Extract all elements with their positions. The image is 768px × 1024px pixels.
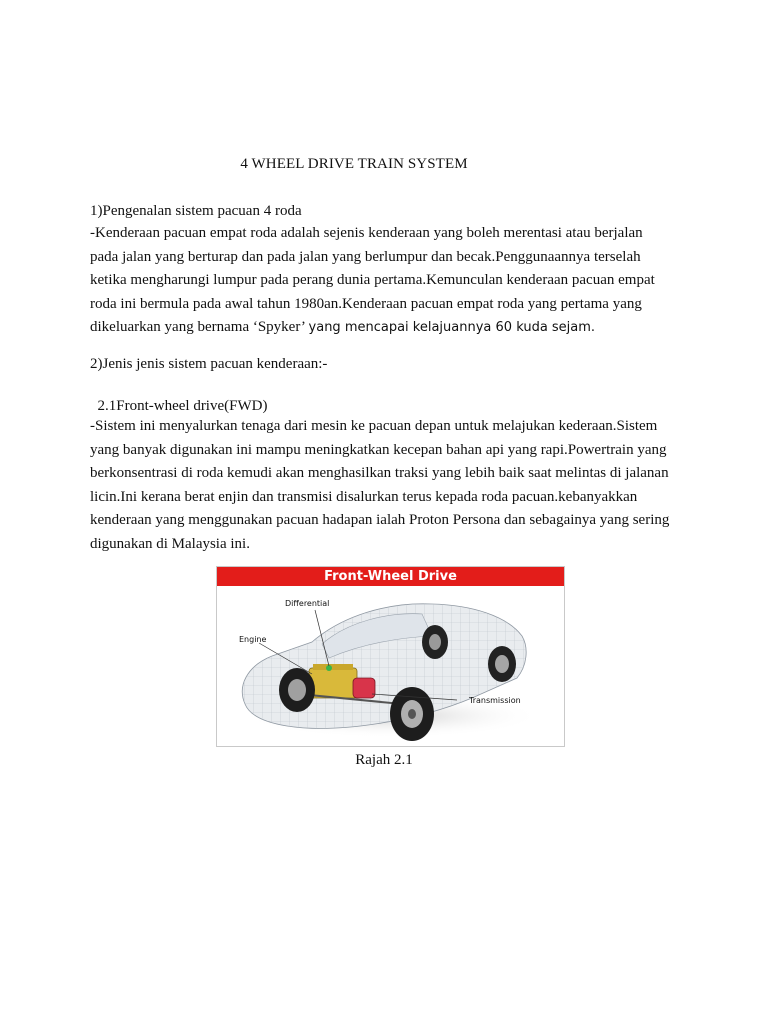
paragraph-line: berkonsentrasi di roda kemudi akan menghasilkan traksi yang lebih baik saat melintas di jalanan <box>90 465 669 481</box>
section1-heading: 1)Pengenalan sistem pacuan 4 roda <box>90 203 302 219</box>
figure-banner: Front-Wheel Drive <box>217 567 564 586</box>
wheel-rear-right <box>488 646 516 682</box>
paragraph-text: dikeluarkan yang bernama ‘Spyker’ <box>90 319 309 335</box>
paragraph-line: -Kenderaan pacuan empat roda adalah sejenis kenderaan yang boleh merentasi atau berjalan <box>90 225 643 241</box>
paragraph-line: pada jalan yang berturap dan pada jalan yang berlumpur dan becak.Penggunaannya terselah <box>90 248 641 265</box>
section2-heading: 2)Jenis jenis sistem pacuan kenderaan:- <box>90 356 328 372</box>
paragraph-line: yang banyak digunakan ini mampu meningkatkan kecepan bahan api yang rapi.Powertrain yang <box>90 441 667 458</box>
paragraph-line: digunakan di Malaysia ini. <box>90 535 250 552</box>
label-transmission: Transmission <box>469 696 521 705</box>
paragraph-text-sans: yang mencapai kelajuannya 60 kuda sejam. <box>308 320 596 335</box>
label-engine: Engine <box>239 635 267 644</box>
transmission-block <box>353 678 375 698</box>
section1-paragraph <box>90 222 690 340</box>
car-illustration <box>217 586 564 746</box>
paragraph-line: roda ini bermula pada awal tahun 1980an.Kenderaan pacuan empat roda yang pertama yang <box>90 295 642 312</box>
wheel-front-right <box>390 687 434 741</box>
figure-front-wheel-drive <box>216 566 565 747</box>
paragraph-line: -Sistem ini menyalurkan tenaga dari mesin ke pacuan depan untuk melajukan kederaan.Sistem <box>90 418 658 434</box>
paragraph-line: licin.Ini kerana berat enjin dan transmisi disalurkan terus kepada roda pacuan.kebanyakkan <box>90 488 638 505</box>
figure-caption: Rajah 2.1 <box>355 752 413 768</box>
paragraph-line: kenderaan yang menggunakan pacuan hadapan ialah Proton Persona dan sebagainya yang sering <box>90 512 670 528</box>
engine-block <box>309 668 357 698</box>
subsection-heading: 2.1Front-wheel drive(FWD) <box>90 398 268 414</box>
page-title: 4 WHEEL DRIVE TRAIN SYSTEM <box>240 156 468 172</box>
wheel-rear-left <box>422 625 448 659</box>
label-differential: Differential <box>285 599 330 608</box>
paragraph-line <box>90 316 690 340</box>
wheel-front-left <box>279 668 315 712</box>
paragraph-line: ketika mengharungi lumpur pada perang dunia pertama.Kemunculan kenderaan pacuan empat <box>90 272 655 288</box>
subsection-paragraph <box>90 415 690 556</box>
